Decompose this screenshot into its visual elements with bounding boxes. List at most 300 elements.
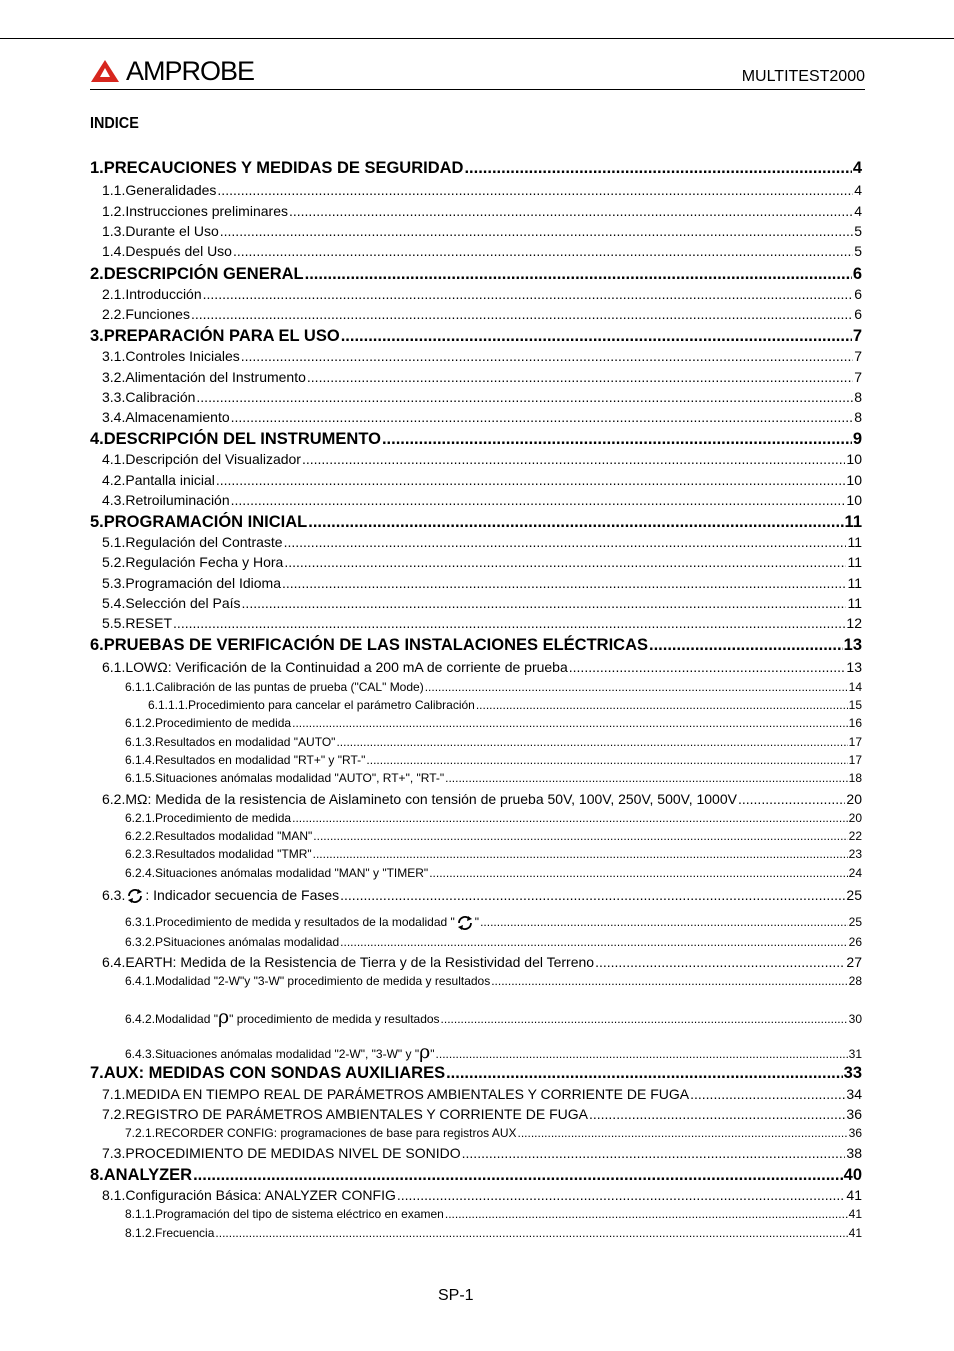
toc-entry-title-text: PRECAUCIONES Y MEDIDAS DE SEGURIDAD	[103, 159, 464, 177]
dot-leader	[382, 430, 852, 449]
toc-entry[interactable]	[125, 915, 862, 931]
page-number: SP-1	[438, 1287, 474, 1304]
toc-entry-title-text: Selección del País	[125, 595, 241, 611]
toc-entry-title	[104, 1166, 192, 1185]
toc-entry-title	[155, 829, 312, 843]
toc-entry[interactable]	[102, 451, 862, 467]
toc-entry[interactable]	[125, 811, 862, 825]
toc-entry-title	[125, 286, 201, 302]
dot-leader	[341, 327, 852, 346]
toc-entry-number: 6.4.2.	[125, 1012, 156, 1026]
toc-entry-number: 6.2.2.	[125, 829, 156, 843]
toc-entry[interactable]	[102, 492, 862, 508]
toc-entry-title-text: Modalidad "	[155, 1012, 218, 1026]
toc-entry-title-text: PREPARACIÓN PARA EL USO	[103, 327, 340, 345]
toc-entry-number: 4.3.	[102, 492, 126, 508]
toc-entry-title-suffix: "	[430, 1047, 435, 1061]
dot-leader	[340, 935, 847, 949]
toc-entry-page: 25	[846, 887, 862, 903]
toc-entry-page: 13	[846, 659, 862, 675]
toc-entry[interactable]	[102, 472, 862, 488]
dot-leader	[233, 243, 853, 259]
toc-entry[interactable]	[102, 286, 862, 302]
section-title: INDICE	[90, 115, 139, 132]
dot-leader	[305, 265, 852, 284]
toc-entry-title-text: PSituaciones anómalas modalidad	[155, 935, 340, 949]
toc-entry-page: 11	[847, 595, 862, 611]
toc-entry-number: 6.3.	[102, 887, 126, 903]
toc-entry[interactable]	[125, 866, 862, 880]
dot-leader	[445, 771, 848, 785]
toc-entry[interactable]	[102, 595, 862, 611]
toc-entry-number: 5.4.	[102, 595, 126, 611]
toc-entry[interactable]	[125, 680, 862, 694]
toc-entry-page: 6	[854, 306, 862, 322]
phase-rotation-icon	[455, 915, 475, 931]
toc-entry[interactable]	[102, 887, 862, 904]
dot-leader	[445, 1207, 848, 1221]
toc-entry-number: 6.1.	[102, 659, 126, 675]
toc-entry-page: 17	[848, 735, 862, 749]
toc-entry-title-text: Regulación Fecha y Hora	[125, 554, 284, 570]
toc-entry[interactable]	[102, 575, 862, 591]
toc-entry-title	[104, 1064, 445, 1083]
toc-entry-number: 6.3.1.	[125, 915, 156, 930]
toc-entry-number: 5.	[90, 513, 104, 531]
toc-entry-title	[155, 1006, 440, 1028]
toc-entry-title	[125, 182, 216, 198]
toc-entry-title	[188, 698, 475, 712]
toc-entry-title	[125, 306, 190, 322]
toc-entry[interactable]	[102, 554, 862, 570]
toc-entry-title	[155, 1207, 444, 1221]
toc-entry-page: 23	[848, 847, 862, 861]
dot-leader	[307, 369, 853, 385]
toc-entry-title-text: Situaciones anómalas modalidad "AUTO", RT+", "RT-"	[155, 771, 445, 785]
toc-entry-title	[155, 680, 424, 694]
toc-entry-number: 6.1.1.1.	[148, 698, 189, 712]
toc-entry[interactable]	[90, 636, 862, 655]
toc-entry-title	[104, 513, 308, 532]
toc-entry-number: 6.3.2.	[125, 935, 156, 949]
toc-entry-title-text: Modalidad "2-W"y "3-W" procedimiento de medida y resultados	[155, 974, 491, 988]
dot-leader	[738, 791, 845, 807]
toc-entry-number: 1.3.	[102, 223, 126, 239]
toc-entry-title-text: PRUEBAS DE VERIFICACIÓN DE LAS INSTALACIONES ELÉCTRICAS	[103, 636, 648, 654]
toc-entry-title-text: Descripción del Visualizador	[125, 451, 301, 467]
toc-entry[interactable]	[125, 753, 862, 767]
toc-entry-title-text: Procedimiento de medida	[155, 716, 292, 730]
brand-logo	[90, 56, 254, 86]
toc-entry[interactable]	[102, 534, 862, 550]
toc-entry-number: 8.1.	[102, 1187, 126, 1203]
toc-entry-number: 8.1.2.	[125, 1226, 156, 1240]
toc-entry-page: 11	[847, 534, 862, 550]
toc-entry-number: 6.	[90, 636, 104, 654]
toc-entry-title-text: Almacenamiento	[125, 409, 230, 425]
top-rule	[0, 38, 954, 39]
dot-leader	[242, 595, 847, 611]
warning-triangle-icon	[90, 59, 120, 83]
dot-leader	[313, 847, 848, 861]
toc-entry-title-text: DESCRIPCIÓN DEL INSTRUMENTO	[103, 430, 381, 448]
toc-entry[interactable]	[125, 771, 862, 785]
toc-entry-title-text: Resultados en modalidad "RT+" y "RT-"	[155, 753, 366, 767]
toc-entry-title	[125, 389, 195, 405]
toc-entry-title-text: Procedimiento de medida y resultados de la modalidad "	[155, 915, 455, 930]
toc-entry-title	[125, 575, 281, 591]
toc-entry[interactable]	[102, 223, 862, 239]
toc-entry-title-text: AUX: MEDIDAS CON SONDAS AUXILIARES	[103, 1064, 446, 1082]
toc-entry-title	[155, 915, 479, 931]
toc-entry-title-text: Configuración Básica: ANALYZER CONFIG	[125, 1187, 396, 1203]
toc-entry-number: 4.1.	[102, 451, 126, 467]
toc-entry-number: 1.	[90, 159, 104, 177]
toc-entry-title-text: MΩ: Medida de la resistencia de Aislamineto con tensión de prueba 50V, 100V, 250V, 500V, 1000V	[125, 791, 737, 807]
rho-symbol: ρ	[419, 1041, 431, 1063]
dot-leader	[569, 659, 846, 675]
toc-entry-title	[155, 974, 490, 988]
toc-entry[interactable]	[102, 1106, 862, 1122]
toc-entry-page: 15	[848, 698, 862, 712]
dot-leader	[336, 735, 847, 749]
rho-symbol: ρ	[218, 1006, 230, 1028]
toc-entry-number: 6.4.1.	[125, 974, 156, 988]
toc-entry[interactable]	[102, 409, 862, 425]
toc-entry-number: 2.1.	[102, 286, 126, 302]
toc-entry[interactable]	[148, 698, 862, 712]
toc-entry-title-text: DESCRIPCIÓN GENERAL	[103, 265, 304, 283]
toc-entry-number: 6.1.4.	[125, 753, 156, 767]
toc-entry-page: 7	[854, 348, 862, 364]
toc-entry[interactable]	[125, 1207, 862, 1221]
toc-entry-title	[155, 753, 365, 767]
toc-entry-title-text: Programación del tipo de sistema eléctrico en examen	[155, 1207, 444, 1221]
toc-entry-title	[155, 1226, 214, 1240]
toc-entry-title-text: LOWΩ: Verificación de la Continuidad a 200 mA de corriente de prueba	[125, 659, 568, 675]
toc-entry-page: 11	[844, 513, 862, 531]
toc-entry-title-text: Introducción	[125, 286, 202, 302]
toc-entry-title	[125, 1106, 588, 1122]
toc-entry-title	[125, 595, 240, 611]
toc-entry[interactable]	[102, 1187, 862, 1203]
toc-entry-title	[125, 409, 229, 425]
toc-entry-number: 7.2.	[102, 1106, 126, 1122]
toc-entry-page: 4	[854, 203, 862, 219]
toc-entry-title	[125, 203, 288, 219]
toc-entry-title	[125, 492, 229, 508]
toc-entry-title-suffix: " procedimiento de medida y resultados	[229, 1012, 440, 1026]
toc-entry-page: 31	[848, 1047, 862, 1061]
toc-entry-number: 7.2.1.	[125, 1126, 156, 1140]
toc-entry-title-text: ANALYZER	[103, 1166, 193, 1184]
toc-entry-title	[104, 159, 464, 178]
toc-entry-title-text: Instrucciones preliminares	[125, 203, 288, 219]
dot-leader	[340, 887, 845, 903]
toc-entry-number: 7.	[90, 1064, 104, 1082]
toc-entry-number: 4.2.	[102, 472, 126, 488]
dot-leader	[464, 159, 851, 178]
toc-entry-page: 12	[846, 615, 862, 631]
toc-entry-title	[155, 1041, 435, 1063]
toc-entry-page: 5	[854, 243, 862, 259]
toc-entry-title	[125, 1145, 460, 1161]
dot-leader	[649, 636, 843, 655]
toc-entry[interactable]	[102, 1086, 862, 1102]
toc-entry-page: 40	[843, 1166, 862, 1184]
toc-entry-page: 41	[848, 1207, 862, 1221]
toc-entry-number: 1.1.	[102, 182, 126, 198]
dot-leader	[476, 698, 848, 712]
toc-entry-page: 41	[848, 1226, 862, 1240]
toc-entry-page: 8	[854, 409, 862, 425]
toc-entry-number: 6.2.1.	[125, 811, 156, 825]
toc-entry-title	[125, 369, 306, 385]
dot-leader	[203, 286, 854, 302]
toc-entry-number: 6.4.	[102, 954, 126, 970]
toc-entry-number: 7.3.	[102, 1145, 126, 1161]
toc-entry-title-text: Funciones	[125, 306, 190, 322]
toc-entry-title	[125, 1086, 689, 1102]
toc-entry-title-text: Frecuencia	[155, 1226, 215, 1240]
toc-entry-page: 18	[848, 771, 862, 785]
toc-entry[interactable]	[102, 791, 862, 807]
toc-entry-page: 34	[846, 1086, 862, 1102]
dot-leader	[193, 1166, 843, 1185]
toc-entry-title-text: : Indicador secuencia de Fases	[145, 887, 340, 903]
dot-leader	[480, 915, 848, 929]
toc-entry-number: 6.2.	[102, 791, 126, 807]
toc-entry-title-text: EARTH: Medida de la Resistencia de Tierra y de la Resistividad del Terreno	[125, 954, 595, 970]
toc-entry[interactable]	[125, 935, 862, 949]
toc-entry-title-text: PROGRAMACIÓN INICIAL	[103, 513, 308, 531]
toc-entry-title-text: Procedimiento para cancelar el parámetro Calibración	[188, 698, 475, 712]
toc-entry[interactable]	[90, 265, 862, 284]
toc-entry[interactable]	[102, 615, 862, 631]
toc-entry-number: 1.2.	[102, 203, 126, 219]
toc-entry-page: 36	[846, 1106, 862, 1122]
toc-entry[interactable]	[102, 306, 862, 322]
toc-entry-page: 4	[854, 182, 862, 198]
toc-entry[interactable]	[102, 348, 862, 364]
toc-entry-title	[125, 659, 567, 675]
dot-leader	[429, 866, 847, 880]
dot-leader	[196, 389, 853, 405]
dot-leader	[441, 1012, 848, 1026]
toc-entry-number: 8.1.1.	[125, 1207, 156, 1221]
toc-entry-page: 16	[848, 716, 862, 730]
toc-entry[interactable]	[102, 1145, 862, 1161]
toc-entry-title-text: Después del Uso	[125, 243, 232, 259]
toc-entry-number: 2.2.	[102, 306, 126, 322]
dot-leader	[462, 1145, 846, 1161]
dot-leader	[241, 348, 853, 364]
toc-entry[interactable]	[125, 847, 862, 861]
toc-entry-title	[125, 348, 239, 364]
toc-entry-page: 25	[848, 915, 862, 930]
dot-leader	[289, 203, 853, 219]
dot-leader	[191, 306, 853, 322]
toc-entry[interactable]	[102, 659, 862, 675]
toc-entry[interactable]	[125, 974, 862, 988]
toc-entry-page: 26	[848, 935, 862, 949]
toc-entry-title	[125, 534, 282, 550]
toc-entry-page: 5	[854, 223, 862, 239]
dot-leader	[589, 1106, 845, 1122]
toc-entry-number: 3.1.	[102, 348, 126, 364]
toc-entry-title	[125, 615, 172, 631]
toc-entry-page: 6	[852, 265, 862, 283]
toc-entry[interactable]	[125, 1126, 862, 1140]
brand-name: AMPROBE	[126, 55, 255, 86]
dot-leader	[436, 1047, 848, 1061]
toc-entry-title-text: Alimentación del Instrumento	[125, 369, 306, 385]
toc-entry-number: 3.	[90, 327, 104, 345]
page-header	[90, 56, 865, 90]
toc-entry-page: 28	[848, 974, 862, 988]
toc-entry-page: 27	[846, 954, 862, 970]
toc-entry-title-text: Procedimiento de medida	[155, 811, 292, 825]
toc-entry-title	[125, 554, 283, 570]
toc-entry-page: 4	[852, 159, 862, 177]
toc-entry-title	[125, 791, 737, 807]
dot-leader	[595, 954, 845, 970]
toc-entry-title	[155, 771, 444, 785]
toc-entry[interactable]	[102, 954, 862, 970]
toc-entry-page: 14	[848, 680, 862, 694]
dot-leader	[220, 223, 853, 239]
toc-entry-title	[155, 847, 312, 861]
toc-entry[interactable]	[102, 243, 862, 259]
toc-entry-title-text: Resultados modalidad "TMR"	[155, 847, 312, 861]
header-rule	[90, 89, 865, 90]
dot-leader	[308, 513, 843, 532]
toc-entry-title-text: MEDIDA EN TIEMPO REAL DE PARÁMETROS AMBIENTALES Y CORRIENTE DE FUGA	[125, 1086, 690, 1102]
toc-entry[interactable]	[90, 159, 862, 178]
toc-entry[interactable]	[90, 513, 862, 532]
dot-leader	[491, 974, 847, 988]
toc-entry[interactable]	[125, 735, 862, 749]
toc-entry[interactable]	[125, 1041, 862, 1063]
toc-entry-title-text: Calibración de las puntas de prueba ("CAL" Mode)	[155, 680, 424, 694]
toc-entry-page: 7	[852, 327, 862, 345]
dot-leader	[366, 753, 847, 767]
toc-entry-title-suffix: "	[474, 915, 480, 930]
toc-entry-title	[125, 1187, 396, 1203]
toc-entry[interactable]	[102, 182, 862, 198]
dot-leader	[690, 1086, 845, 1102]
phase-rotation-icon	[125, 888, 145, 904]
dot-leader	[284, 554, 846, 570]
toc-entry-title-text: Generalidades	[125, 182, 217, 198]
toc-entry[interactable]	[102, 369, 862, 385]
toc-entry-title	[155, 866, 428, 880]
dot-leader	[313, 829, 847, 843]
toc-entry-page: 11	[847, 554, 862, 570]
dot-leader	[518, 1126, 848, 1140]
toc-entry-number: 6.1.1.	[125, 680, 156, 694]
toc-entry-title-text: Retroiluminación	[125, 492, 230, 508]
toc-entry-title-text: Programación del Idioma	[125, 575, 281, 591]
toc-entry-title	[104, 327, 340, 346]
toc-entry-number: 5.1.	[102, 534, 126, 550]
toc-entry-page: 13	[843, 636, 862, 654]
toc-entry-title-text: Pantalla inicial	[125, 472, 215, 488]
toc-entry-page: 9	[852, 430, 862, 448]
toc-entry-title	[155, 716, 291, 730]
toc-entry-page: 11	[847, 575, 862, 591]
toc-entry-number: 5.3.	[102, 575, 126, 591]
toc-entry[interactable]	[125, 829, 862, 843]
toc-entry-page: 6	[854, 286, 862, 302]
toc-entry-number: 6.1.5.	[125, 771, 156, 785]
toc-entry-title-text: PROCEDIMIENTO DE MEDIDAS NIVEL DE SONIDO	[125, 1145, 461, 1161]
toc-entry-number: 6.2.3.	[125, 847, 156, 861]
toc-entry-number: 5.5.	[102, 615, 126, 631]
toc-entry-number: 3.4.	[102, 409, 126, 425]
dot-leader	[231, 492, 846, 508]
toc-entry-number: 5.2.	[102, 554, 126, 570]
dot-leader	[282, 575, 846, 591]
dot-leader	[302, 451, 845, 467]
toc-entry-title-text: Resultados modalidad "MAN"	[155, 829, 313, 843]
toc-entry-page: 10	[846, 451, 862, 467]
toc-entry-page: 7	[854, 369, 862, 385]
dot-leader	[216, 472, 846, 488]
toc-entry-page: 24	[848, 866, 862, 880]
toc-entry[interactable]	[102, 389, 862, 405]
toc-entry-title-text: Regulación del Contraste	[125, 534, 283, 550]
toc-entry[interactable]	[90, 1166, 862, 1185]
toc-entry-number: 4.	[90, 430, 104, 448]
toc-entry[interactable]	[90, 430, 862, 449]
dot-leader	[292, 716, 848, 730]
dot-leader	[284, 534, 847, 550]
toc-entry[interactable]	[125, 1226, 862, 1240]
toc-entry-title	[125, 954, 594, 970]
toc-entry[interactable]	[125, 1006, 862, 1028]
toc-entry-title-text: Durante el Uso	[125, 223, 219, 239]
toc-entry-title-text: Situaciones anómalas modalidad "MAN" y "TIMER"	[155, 866, 429, 880]
toc-entry-number: 2.	[90, 265, 104, 283]
toc-entry[interactable]	[102, 203, 862, 219]
toc-entry-title	[155, 811, 291, 825]
toc-entry-title-text: RECORDER CONFIG: programaciones de base para registros AUX	[155, 1126, 517, 1140]
toc-entry[interactable]	[90, 1064, 862, 1083]
toc-entry-title-text: Controles Iniciales	[125, 348, 240, 364]
toc-entry-title-text: REGISTRO DE PARÁMETROS AMBIENTALES Y CORRIENTE DE FUGA	[125, 1106, 588, 1122]
toc-entry-page: 20	[846, 791, 862, 807]
toc-entry[interactable]	[90, 327, 862, 346]
toc-entry-page: 10	[846, 472, 862, 488]
toc-entry-page: 36	[848, 1126, 862, 1140]
toc-entry[interactable]	[125, 716, 862, 730]
toc-entry-number: 3.3.	[102, 389, 126, 405]
model-name: MULTITEST2000	[741, 68, 865, 85]
toc-entry-title	[125, 887, 339, 904]
toc-entry-title	[104, 636, 648, 655]
dot-leader	[231, 409, 854, 425]
toc-entry-title-text: Situaciones anómalas modalidad "2-W", "3-W" y "	[155, 1047, 420, 1061]
dot-leader	[425, 680, 848, 694]
toc-entry-page: 33	[843, 1064, 862, 1082]
toc-entry-page: 10	[846, 492, 862, 508]
toc-entry-title	[155, 735, 335, 749]
dot-leader	[217, 182, 853, 198]
toc-entry-page: 17	[848, 753, 862, 767]
dot-leader	[173, 615, 845, 631]
toc-entry-page: 20	[848, 811, 862, 825]
